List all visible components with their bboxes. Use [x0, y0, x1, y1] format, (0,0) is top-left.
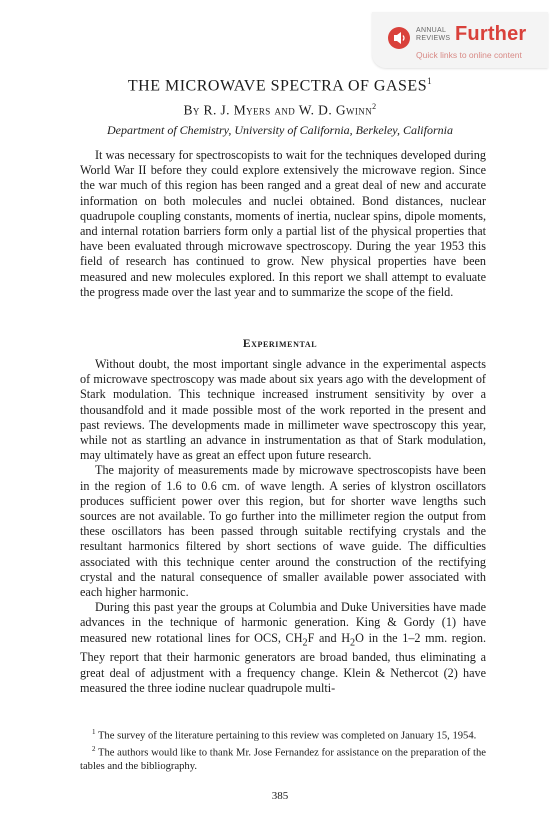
- p3-text-c: O in the 1–2 mm. region. They report that their harmonic generators are broad banded, thus eliminating a great deal of adjustment with a frequency change. Klein & Nethercot (2) have measured the three iodine nuclear quadrupole multi-: [80, 630, 486, 695]
- footnote-2: [80, 743, 486, 774]
- p3-subscript-1: 2: [302, 637, 308, 649]
- section-heading: Experimental: [242, 338, 318, 350]
- p3-text-b: F and H: [307, 630, 351, 645]
- further-label: Further: [455, 23, 527, 45]
- footnotes: [80, 726, 486, 774]
- page-number: 385: [271, 790, 289, 802]
- intro-section: [80, 148, 486, 300]
- title-text: THE MICROWAVE SPECTRA OF GASES: [127, 77, 428, 95]
- brand-line-1: ANNUAL: [416, 27, 447, 34]
- intro-paragraph: It was necessary for spectroscopists to wait for the techniques developed during World War II before they could explore extensively the microwave region. Since the war much of this region has been ranged and a great deal of new and accurate information on both molecules and nuclei obtained. Bond distances, nuclear quadrupole coupling constants, moments of inertia, nuclear spins, dipole moments, and internal rotation barriers form only a partial list of the physical properties that have been evaluated through microwave spectroscopy. During the year 1953 this field of research has continued to grow. New physical properties have been measured and new molecules explored. In this report we shall attempt to evaluate the progress made over the last year and to summarize the scope of the field.: [80, 148, 486, 299]
- title-footnote-mark[interactable]: 1: [427, 76, 433, 86]
- footnote-1-text: The survey of the literature pertaining to this review was completed on January 15, 1954.: [95, 730, 477, 742]
- experimental-paragraph-1: Without doubt, the most important single advance in the experimental aspects of microwave spectroscopy was made about six years ago with the development of Stark modulation. This technique increased instrument sensitivity by over a thousandfold and it made possible most of the work reported in the present and past reviews. The developments made in millimeter wave spectroscopy this year, while not as startling an advance in instrumentation as that of Stark modulation, may ultimately have as great an effect upon future research.: [80, 357, 486, 463]
- brand-line-2: REVIEWS: [416, 35, 451, 42]
- p3-subscript-2: 2: [350, 637, 356, 649]
- article-affiliation: Department of Chemistry, University of California, Berkeley, California: [107, 123, 453, 137]
- experimental-section: [80, 357, 486, 696]
- speaker-play-icon: [388, 27, 410, 49]
- footnote-2-text: The authors would like to thank Mr. Jose Fernandez for assistance on the preparation of the tables and the bibliography.: [80, 747, 486, 773]
- footnote-2-mark: 2: [92, 745, 96, 754]
- experimental-paragraph-2: The majority of measurements made by microwave spectroscopists have been in the region of 1.6 to 0.6 cm. of wave length. A series of klystron oscillators produces sufficient power over this region, but for shorter wave lengths such sources are not available. To go further into the millimeter region the output from these oscillators has been passed through suitable rectifying crystals and the resultant harmonics filtered by short sections of wave guide. The difficulties associated with this technique center around the construction of the rectifying crystal and the natural consequence of smaller available power associated with each higher harmonic.: [80, 463, 486, 600]
- authors-text: By R. J. Myers and W. D. Gwinn: [183, 102, 373, 118]
- annual-reviews-further-badge[interactable]: [372, 12, 548, 68]
- article-title: [0, 76, 560, 95]
- p3-text-a: During this past year the groups at Columbia and Duke Universities have made advances in the technique of harmonic generation. King & Gordy (1) have measured new rotational lines for OCS, CH: [80, 600, 486, 645]
- footnote-1-mark: 1: [92, 728, 96, 736]
- further-subtitle: Quick links to online content: [416, 50, 522, 60]
- authors-footnote-mark[interactable]: 2: [372, 102, 377, 111]
- article-authors: [0, 102, 560, 119]
- experimental-paragraph-3: [80, 600, 486, 696]
- annual-reviews-logo-text: [416, 27, 456, 43]
- footnote-1: [80, 726, 486, 743]
